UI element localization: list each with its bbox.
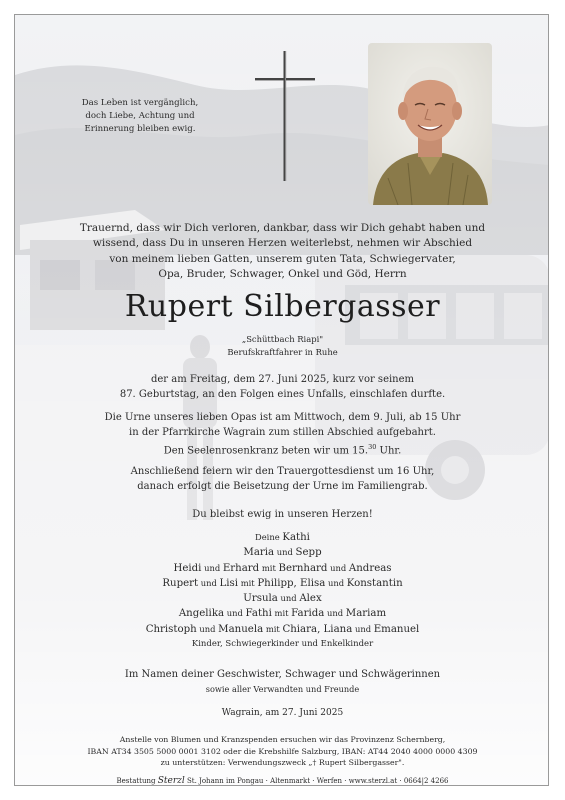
donation-note xyxy=(15,734,549,769)
family-line xyxy=(15,606,549,621)
family-name-part: und xyxy=(198,577,220,588)
family-name-part: Andreas xyxy=(348,562,392,574)
family-name-part: und xyxy=(201,562,223,573)
family-name-part: Sepp xyxy=(295,547,322,559)
place-date: Wagrain, am 27. Juni 2025 xyxy=(221,708,344,718)
family-name-part: Alex xyxy=(299,593,322,605)
occupation: Berufskraftfahrer in Ruhe xyxy=(227,347,338,357)
family-name-part: Rupert xyxy=(162,577,199,589)
donation-line: zu unterstützen: Verwendungszweck „† Rupert Silbergasser". xyxy=(160,758,405,767)
footer-details: St. Johann im Pongau · Altenmarkt · Werfen · www.sterzl.at · 0664|2 4266 xyxy=(184,777,449,785)
family-name-part: Emanuel xyxy=(373,623,420,635)
donation-line: Anstelle von Blumen und Kranzspenden ersuchen wir das Provinzenz Schernberg, xyxy=(119,735,446,744)
family-name-part: Angelika xyxy=(178,608,225,620)
family-name-part: mit xyxy=(271,608,292,619)
family-name-part: Chiara, Liana xyxy=(282,623,353,635)
family-name-part: und xyxy=(325,577,347,588)
nickname: „Schüttbach Riapi" xyxy=(241,334,324,344)
family-name-part: Mariam xyxy=(345,608,387,620)
relatives-paragraph xyxy=(15,667,549,697)
relatives-line: sowie aller Verwandten und Freunde xyxy=(205,684,360,694)
intro-line: von meinem lieben Gatten, unserem guten Tata, Schwiegervater, xyxy=(109,252,456,265)
family-name-part: Erhard xyxy=(222,562,260,574)
family-line xyxy=(15,591,549,606)
motto-line: Erinnerung bleiben ewig. xyxy=(84,124,196,134)
family-name-part: und xyxy=(327,562,349,573)
funeral-home-footer xyxy=(15,776,549,786)
family-name-part: und xyxy=(196,623,219,634)
motto xyxy=(55,97,225,136)
family-name-part: Fathi xyxy=(245,608,272,620)
family-name-part: Ursula xyxy=(243,593,278,605)
deceased-name: Rupert Silbergasser xyxy=(124,289,441,324)
family-line xyxy=(15,545,549,560)
rosary-line xyxy=(15,440,549,458)
rosary-suffix: Uhr. xyxy=(376,445,402,457)
urn-paragraph xyxy=(15,410,549,458)
family-line xyxy=(15,576,549,591)
family-name-part: Kathi xyxy=(282,532,310,543)
family-name-part: mit xyxy=(259,562,279,573)
funeral-home-logo: Sterzl xyxy=(157,776,185,786)
family-line xyxy=(15,622,549,637)
forever-line: Du bleibst ewig in unseren Herzen! xyxy=(192,509,373,520)
page-frame xyxy=(14,14,549,786)
family-name-part: Heidi xyxy=(173,562,202,574)
family-name-part: und xyxy=(324,608,346,619)
family-name-part: und xyxy=(224,608,246,619)
rosary-text: Den Seelenrosenkranz beten wir um 15. xyxy=(163,445,369,457)
mass-paragraph xyxy=(15,464,549,494)
relatives-line: Im Namen deiner Geschwister, Schwager und Schwägerinnen xyxy=(124,669,441,680)
family-name-part: Deine xyxy=(255,532,283,542)
latin-cross-icon xyxy=(255,51,315,181)
family-name-part: Maria xyxy=(243,547,275,559)
death-paragraph xyxy=(15,372,549,402)
family-name-part: Bernhard xyxy=(278,562,328,574)
family-name-part: mit xyxy=(238,577,258,588)
intro-line: wissend, dass Du in unseren Herzen weiterlebst, nehmen wir Abschied xyxy=(92,237,473,250)
family-name-part: Farida xyxy=(291,608,325,620)
family-name-part: mit xyxy=(263,623,283,634)
urn-line: Die Urne unseres lieben Opas ist am Mittwoch, dem 9. Juli, ab 15 Uhr xyxy=(104,412,461,423)
family-name-part: und xyxy=(277,593,300,604)
family-line xyxy=(15,561,549,576)
family-name-part: Lisi xyxy=(219,577,239,589)
family-name-part: Philipp, Elisa xyxy=(257,577,326,589)
family-name-part: Konstantin xyxy=(346,577,403,589)
motto-line: Das Leben ist vergänglich, xyxy=(81,98,199,108)
death-line: 87. Geburtstag, an den Folgen eines Unfalls, einschlafen durfte. xyxy=(119,389,446,400)
intro-line: Trauernd, dass wir Dich verloren, dankbar, dass wir Dich gehabt haben und xyxy=(79,222,486,234)
death-line: der am Freitag, dem 27. Juni 2025, kurz vor seinem xyxy=(150,374,415,385)
family-line: Kinder, Schwiegerkinder und Enkelkinder xyxy=(191,639,374,650)
family-name-part: und xyxy=(274,547,296,558)
family-list xyxy=(15,530,549,651)
motto-line: doch Liebe, Achtung und xyxy=(85,111,195,121)
mass-line: Anschließend feiern wir den Trauergottesdienst um 16 Uhr, xyxy=(130,466,435,477)
portrait-photo xyxy=(368,43,492,205)
intro-paragraph xyxy=(15,221,549,283)
donation-line: IBAN AT34 3505 5000 0001 3102 oder die Krebshilfe Salzburg, IBAN: AT44 2040 4000 0000 4309 xyxy=(87,746,478,756)
mass-line: danach erfolgt die Beisetzung der Urne im Familiengrab. xyxy=(137,481,428,492)
urn-line: in der Pfarrkirche Wagrain zum stillen Abschied aufgebahrt. xyxy=(129,427,436,438)
intro-line: Opa, Bruder, Schwager, Onkel und Göd, Herrn xyxy=(158,268,407,281)
family-name-part: Manuela xyxy=(218,623,264,635)
family-name-part: Christoph xyxy=(145,623,197,635)
family-line xyxy=(15,530,549,545)
rosary-minutes: 30 xyxy=(368,443,377,451)
footer-prefix: Bestattung xyxy=(116,777,158,785)
family-name-part: und xyxy=(352,623,374,634)
